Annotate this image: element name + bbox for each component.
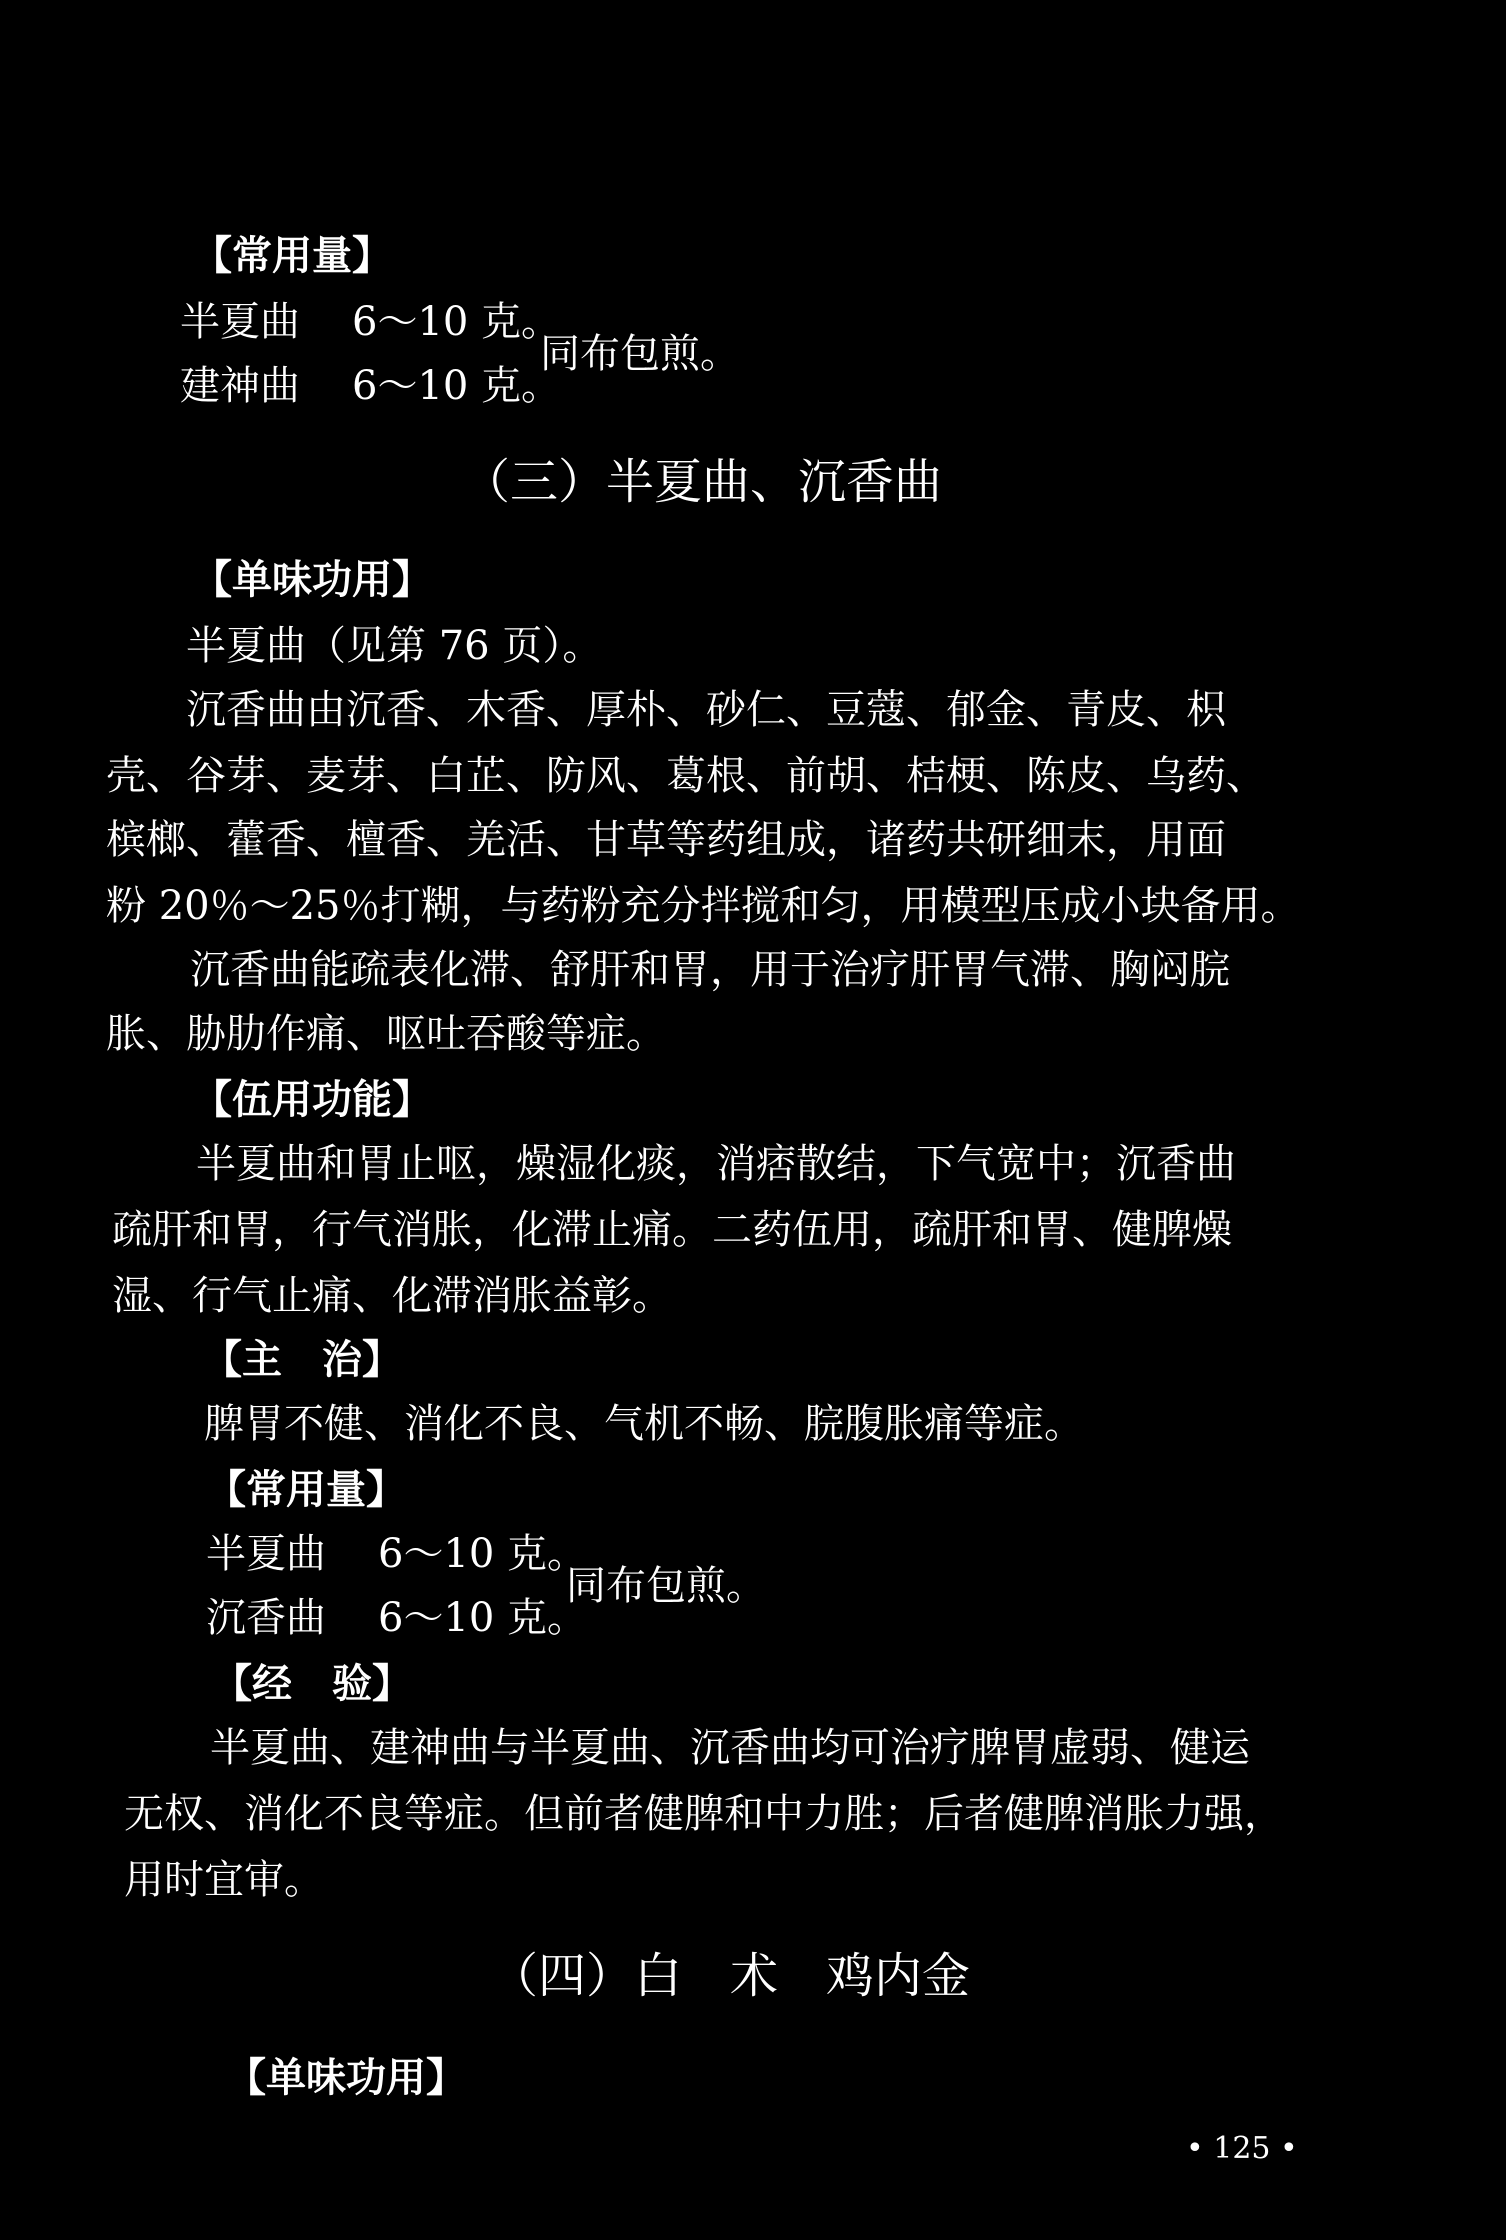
dosage-herb-amount: 6～10 克。 [378,1531,588,1577]
combination-heading: 【伍用功能】 [192,1077,432,1123]
dosage-note: 同布包煎。 [540,331,740,377]
dosage-note: 同布包煎。 [566,1563,766,1609]
paragraph-line: 壳、谷芽、麦芽、白芷、防风、葛根、前胡、桔梗、陈皮、乌药、 [106,753,1266,799]
section-title: （四）白 术 鸡内金 [490,1948,971,2004]
paragraph-line: 半夏曲、建神曲与半夏曲、沉香曲均可治疗脾胃虚弱、健运 [210,1725,1250,1771]
paragraph-line: 疏肝和胃，行气消胀，化滞止痛。二药伍用，疏肝和胃、健脾燥 [112,1207,1232,1253]
dosage-herb-amount: 6～10 克。 [378,1595,588,1641]
dosage-heading: 【常用量】 [206,1467,406,1513]
paragraph-line: 沉香曲能疏表化滞、舒肝和胃，用于治疗肝胃气滞、胸闷脘 [190,947,1230,993]
dosage-herb-amount: 6～10 克。 [352,363,562,409]
section-title: （三）半夏曲、沉香曲 [462,454,943,510]
paragraph-line: 半夏曲（见第 76 页）。 [186,623,603,669]
paragraph-line: 沉香曲由沉香、木香、厚朴、砂仁、豆蔻、郁金、青皮、枳 [186,687,1226,733]
paragraph-line: 湿、行气止痛、化滞消胀益彰。 [112,1273,672,1319]
paragraph-line: 槟榔、藿香、檀香、羌活、甘草等药组成，诸药共研细末，用面 [106,817,1226,863]
page-number: • 125 • [1186,2131,1298,2166]
paragraph-line: 半夏曲和胃止呕，燥湿化痰，消痞散结，下气宽中；沉香曲 [196,1141,1236,1187]
dosage-heading: 【常用量】 [192,233,392,279]
paragraph-line: 用时宜审。 [124,1857,324,1903]
indication-heading: 【主 治】 [202,1337,402,1383]
paragraph-line: 无权、消化不良等症。但前者健脾和中力胜；后者健脾消胀力强， [124,1791,1284,1837]
single-function-heading: 【单味功用】 [192,557,432,603]
single-function-heading: 【单味功用】 [226,2055,466,2101]
dosage-herb-amount: 6～10 克。 [352,299,562,345]
dosage-herb-name: 半夏曲 [206,1531,326,1577]
experience-heading: 【经 验】 [212,1661,412,1707]
dosage-herb-name: 沉香曲 [206,1595,326,1641]
paragraph-line: 胀、胁肋作痛、呕吐吞酸等症。 [106,1011,666,1057]
dosage-herb-name: 半夏曲 [180,299,300,345]
paragraph-line: 粉 20％～25％打糊，与药粉充分拌搅和匀，用模型压成小块备用。 [106,883,1301,929]
dosage-herb-name: 建神曲 [180,363,300,409]
paragraph-line: 脾胃不健、消化不良、气机不畅、脘腹胀痛等症。 [204,1401,1084,1447]
